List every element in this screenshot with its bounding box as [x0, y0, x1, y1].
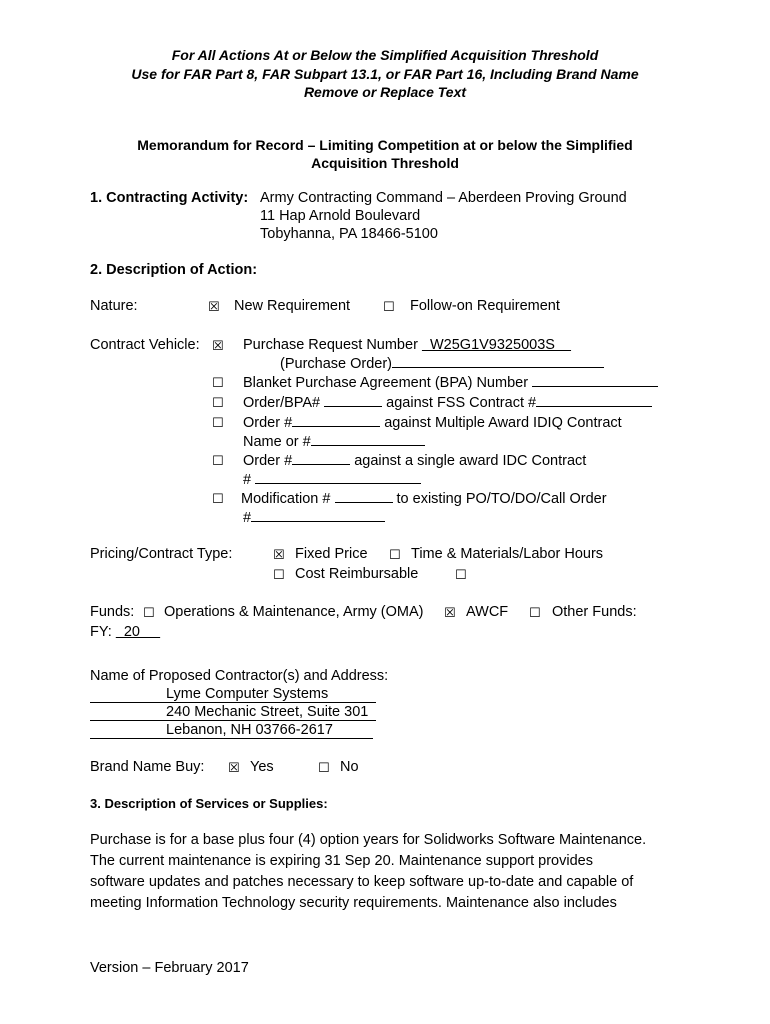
order-idiq-name-row	[243, 433, 425, 450]
contractor-line-1-field	[90, 686, 376, 703]
order-idc-text-c: #	[243, 472, 256, 488]
tm-checkbox[interactable]: ☐	[389, 548, 401, 563]
tm-label: Time & Materials/Labor Hours	[411, 546, 604, 562]
oma-checkbox[interactable]: ☐	[143, 606, 155, 621]
order-idiq-text-c: Name or #	[243, 434, 311, 450]
oma-label: Operations & Maintenance, Army (OMA)	[164, 604, 424, 620]
nature-new-label: New Requirement	[234, 298, 351, 314]
header-line-1: For All Actions At or Below the Simplified Acquisition Threshold	[171, 47, 599, 63]
fixed-price-label: Fixed Price	[295, 546, 368, 562]
order-idiq-row	[243, 414, 622, 431]
brand-name-label: Brand Name Buy:	[90, 759, 205, 775]
nature-followon-checkbox[interactable]: ☐	[383, 300, 395, 315]
modification-text-c: #	[243, 510, 252, 526]
contractor-city: Lebanon, NH 03766-2617	[166, 722, 333, 738]
order-bpa-text-a: Order/BPA#	[243, 395, 325, 411]
fy-label: FY:	[90, 624, 112, 640]
order-idc-text-b: against a single award IDC Contract	[350, 453, 587, 469]
contracting-activity-line-3: Tobyhanna, PA 18466-5100	[260, 226, 438, 242]
order-idiq-text-a: Order #	[243, 415, 293, 431]
idiq-name-blank	[311, 433, 425, 446]
awcf-checkbox[interactable]: ☒	[444, 606, 456, 621]
services-line-1: Purchase is for a base plus four (4) option years for Solidworks Software Maintenance.	[90, 832, 647, 848]
other-pricing-checkbox[interactable]: ☐	[455, 568, 467, 583]
contractor-name: Lyme Computer Systems	[166, 686, 329, 702]
contractor-line-3-field	[90, 722, 373, 739]
fy-row	[90, 624, 178, 640]
order-idiq-checkbox[interactable]: ☐	[212, 416, 224, 431]
modification-checkbox[interactable]: ☐	[212, 492, 224, 507]
order-bpa-blank	[324, 394, 382, 407]
order-idc-text-a: Order #	[243, 453, 293, 469]
modification-text-a: Modification #	[241, 491, 335, 507]
brand-no-label: No	[340, 759, 359, 775]
nature-label: Nature:	[90, 298, 138, 314]
funds-label: Funds:	[90, 604, 135, 620]
modification-blank	[335, 490, 393, 503]
contractor-label: Name of Proposed Contractor(s) and Address:	[90, 668, 389, 684]
order-idc-checkbox[interactable]: ☐	[212, 454, 224, 469]
cost-checkbox[interactable]: ☐	[273, 568, 285, 583]
services-line-4: meeting Information Technology security requirements. Maintenance also includes	[90, 895, 617, 911]
modification-row	[241, 490, 607, 507]
bpa-row	[243, 374, 658, 391]
order-bpa-checkbox[interactable]: ☐	[212, 396, 224, 411]
cost-label: Cost Reimbursable	[295, 566, 419, 582]
memo-title-line-2: Acquisition Threshold	[311, 155, 459, 171]
po-blank	[392, 355, 604, 368]
po-row	[280, 355, 604, 372]
nature-new-checkbox[interactable]: ☒	[208, 300, 220, 315]
services-line-3: software updates and patches necessary to keep software up-to-date and capable of	[90, 874, 634, 890]
idc-number-blank	[255, 471, 421, 484]
services-heading: 3. Description of Services or Supplies:	[90, 796, 328, 811]
bpa-blank	[532, 374, 658, 387]
bpa-text: Blanket Purchase Agreement (BPA) Number	[243, 375, 533, 391]
other-funds-checkbox[interactable]: ☐	[529, 606, 541, 621]
header-line-3: Remove or Replace Text	[303, 84, 467, 100]
contract-vehicle-label: Contract Vehicle:	[90, 337, 200, 353]
description-of-action-heading: 2. Description of Action:	[90, 262, 258, 278]
services-line-2: The current maintenance is expiring 31 Sep 20. Maintenance support provides	[90, 853, 593, 869]
pr-text: Purchase Request Number	[243, 337, 422, 353]
pr-row	[243, 337, 571, 353]
contractor-line-2-field	[90, 704, 376, 721]
call-order-blank	[251, 509, 385, 522]
order-idc-number-row	[243, 471, 421, 488]
order-bpa-text-b: against FSS Contract #	[382, 395, 537, 411]
brand-yes-checkbox[interactable]: ☒	[228, 761, 240, 776]
order-idc-blank	[292, 452, 350, 465]
version-footer: Version – February 2017	[90, 960, 249, 976]
order-idiq-blank	[292, 414, 380, 427]
contracting-activity-line-1: Army Contracting Command – Aberdeen Proving Ground	[260, 190, 627, 206]
bpa-checkbox[interactable]: ☐	[212, 376, 224, 391]
po-text: (Purchase Order)	[280, 356, 393, 372]
brand-yes-label: Yes	[250, 759, 274, 775]
nature-followon-label: Follow-on Requirement	[410, 298, 560, 314]
contracting-activity-label: 1. Contracting Activity:	[90, 190, 249, 206]
modification-number-row	[243, 509, 385, 526]
pr-checkbox[interactable]: ☒	[212, 339, 224, 354]
contractor-street: 240 Mechanic Street, Suite 301	[166, 704, 369, 720]
memo-title-line-1: Memorandum for Record – Limiting Competition at or below the Simplified	[137, 137, 633, 153]
order-bpa-row	[243, 394, 652, 411]
contracting-activity-line-2: 11 Hap Arnold Boulevard	[260, 208, 421, 224]
pricing-label: Pricing/Contract Type:	[90, 546, 233, 562]
awcf-label: AWCF	[466, 604, 509, 620]
fy-value: 20	[115, 624, 161, 640]
brand-no-checkbox[interactable]: ☐	[318, 761, 330, 776]
order-idc-row	[243, 452, 586, 469]
pr-number: W25G1V9325003S	[421, 337, 572, 353]
other-funds-label: Other Funds:	[552, 604, 637, 620]
fixed-price-checkbox[interactable]: ☒	[273, 548, 285, 563]
order-idiq-text-b: against Multiple Award IDIQ Contract	[380, 415, 622, 431]
header-line-2: Use for FAR Part 8, FAR Subpart 13.1, or FAR Part 16, Including Brand Name	[131, 66, 639, 82]
fss-contract-blank	[536, 394, 652, 407]
modification-text-b: to existing PO/TO/DO/Call Order	[392, 491, 607, 507]
